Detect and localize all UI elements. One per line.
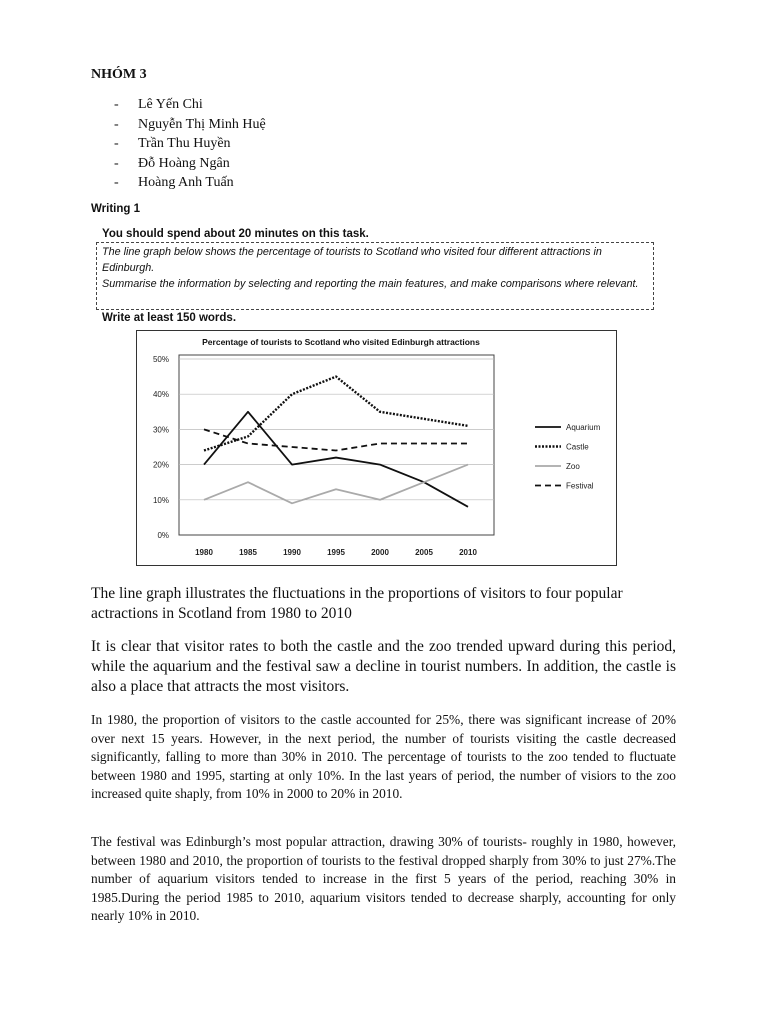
line-chart-frame bbox=[136, 330, 617, 566]
legend-label-zoo: Zoo bbox=[566, 462, 580, 471]
y-tick-label: 30% bbox=[152, 425, 169, 435]
member-item bbox=[114, 115, 266, 135]
member-item bbox=[114, 173, 266, 193]
member-item bbox=[114, 154, 266, 174]
line-chart bbox=[137, 331, 616, 565]
writing-label: Writing 1 bbox=[91, 203, 140, 215]
member-list bbox=[114, 95, 266, 193]
x-tick-label: 1990 bbox=[283, 548, 301, 557]
x-tick-label: 1995 bbox=[327, 548, 345, 557]
y-tick-label: 0% bbox=[157, 531, 169, 540]
y-tick-label: 50% bbox=[152, 355, 169, 364]
list-dash: - bbox=[114, 116, 119, 132]
list-dash: - bbox=[114, 136, 119, 152]
list-dash: - bbox=[114, 175, 119, 191]
series-line-aquarium bbox=[204, 412, 468, 507]
member-name: Lê Yến Chi bbox=[138, 97, 203, 112]
time-instruction: You should spend about 20 minutes on this task. bbox=[102, 228, 369, 240]
essay-body-2: The festival was Edinburgh’s most popular attraction, drawing 30% of tourists- roughly in 1980, however, between 1980 and 2010, the proportion of tourists to the festival dropped sharply from 30% to just 27%.The number of aquarium visitors tended to increase in the first 5 years of the period, reaching 30% in 1985.During the period 1985 to 2010, aquarium visitors tended to decrease sharply, accounting for only nearly 10% in 2010. bbox=[91, 834, 676, 923]
member-item bbox=[114, 95, 266, 115]
essay-intro: The line graph illustrates the fluctuations in the proportions of visitors to four popular actractions in Scotland from 1980 to 2010 bbox=[91, 585, 623, 622]
member-name: Hoàng Anh Tuấn bbox=[138, 175, 234, 191]
member-name: Trần Thu Huyền bbox=[138, 136, 231, 152]
essay-overview: It is clear that visitor rates to both the castle and the zoo trended upward during this period, while the aquarium and the festival saw a decline in tourist numbers. In addition, the castle is also a place that attracts the most visitors. bbox=[91, 638, 676, 695]
legend-label-aquarium: Aquarium bbox=[566, 423, 601, 432]
member-name: Nguyễn Thị Minh Huệ bbox=[138, 116, 266, 132]
essay-body-1: In 1980, the proportion of visitors to the castle accounted for 25%, there was significant increase of 20% over next 15 years. However, in the next period, the number of tourists visiting the castle decreased significantly, falling to more than 30% in 2010. The percentage of tourists to the zoo tended to fluctuate between 1980 and 1995, starting at only 10%. In the last years of period, the number of visiors to the zoo increased quite shaply, from 10% in 2000 to 20% in 2010. bbox=[91, 712, 676, 801]
group-title: NHÓM 3 bbox=[91, 67, 147, 82]
task-prompt-line: The line graph below shows the percentage of tourists to Scotland who visited four different attractions in Edinburgh. bbox=[102, 246, 602, 274]
list-dash: - bbox=[114, 97, 119, 112]
list-dash: - bbox=[114, 155, 119, 171]
x-tick-label: 2010 bbox=[459, 548, 477, 557]
y-tick-label: 10% bbox=[152, 495, 169, 505]
member-name: Đỗ Hoàng Ngân bbox=[138, 155, 230, 171]
series-line-castle bbox=[204, 377, 468, 451]
x-tick-label: 2000 bbox=[371, 548, 389, 557]
series-line-festival bbox=[204, 429, 468, 450]
task-prompt-box bbox=[96, 242, 654, 310]
x-tick-label: 2005 bbox=[415, 548, 433, 557]
word-count-instruction: Write at least 150 words. bbox=[102, 312, 237, 324]
legend-label-festival: Festival bbox=[566, 481, 594, 491]
x-tick-label: 1985 bbox=[239, 548, 257, 557]
legend-label-castle: Castle bbox=[566, 442, 589, 452]
chart-title: Percentage of tourists to Scotland who visited Edinburgh attractions bbox=[202, 337, 480, 347]
task-prompt-line: Summarise the information by selecting and reporting the main features, and make comparisons where relevant. bbox=[102, 277, 639, 290]
member-item bbox=[114, 134, 266, 154]
y-tick-label: 40% bbox=[152, 390, 169, 400]
x-tick-label: 1980 bbox=[195, 548, 213, 557]
plot-area bbox=[179, 355, 494, 535]
y-tick-label: 20% bbox=[152, 460, 169, 470]
